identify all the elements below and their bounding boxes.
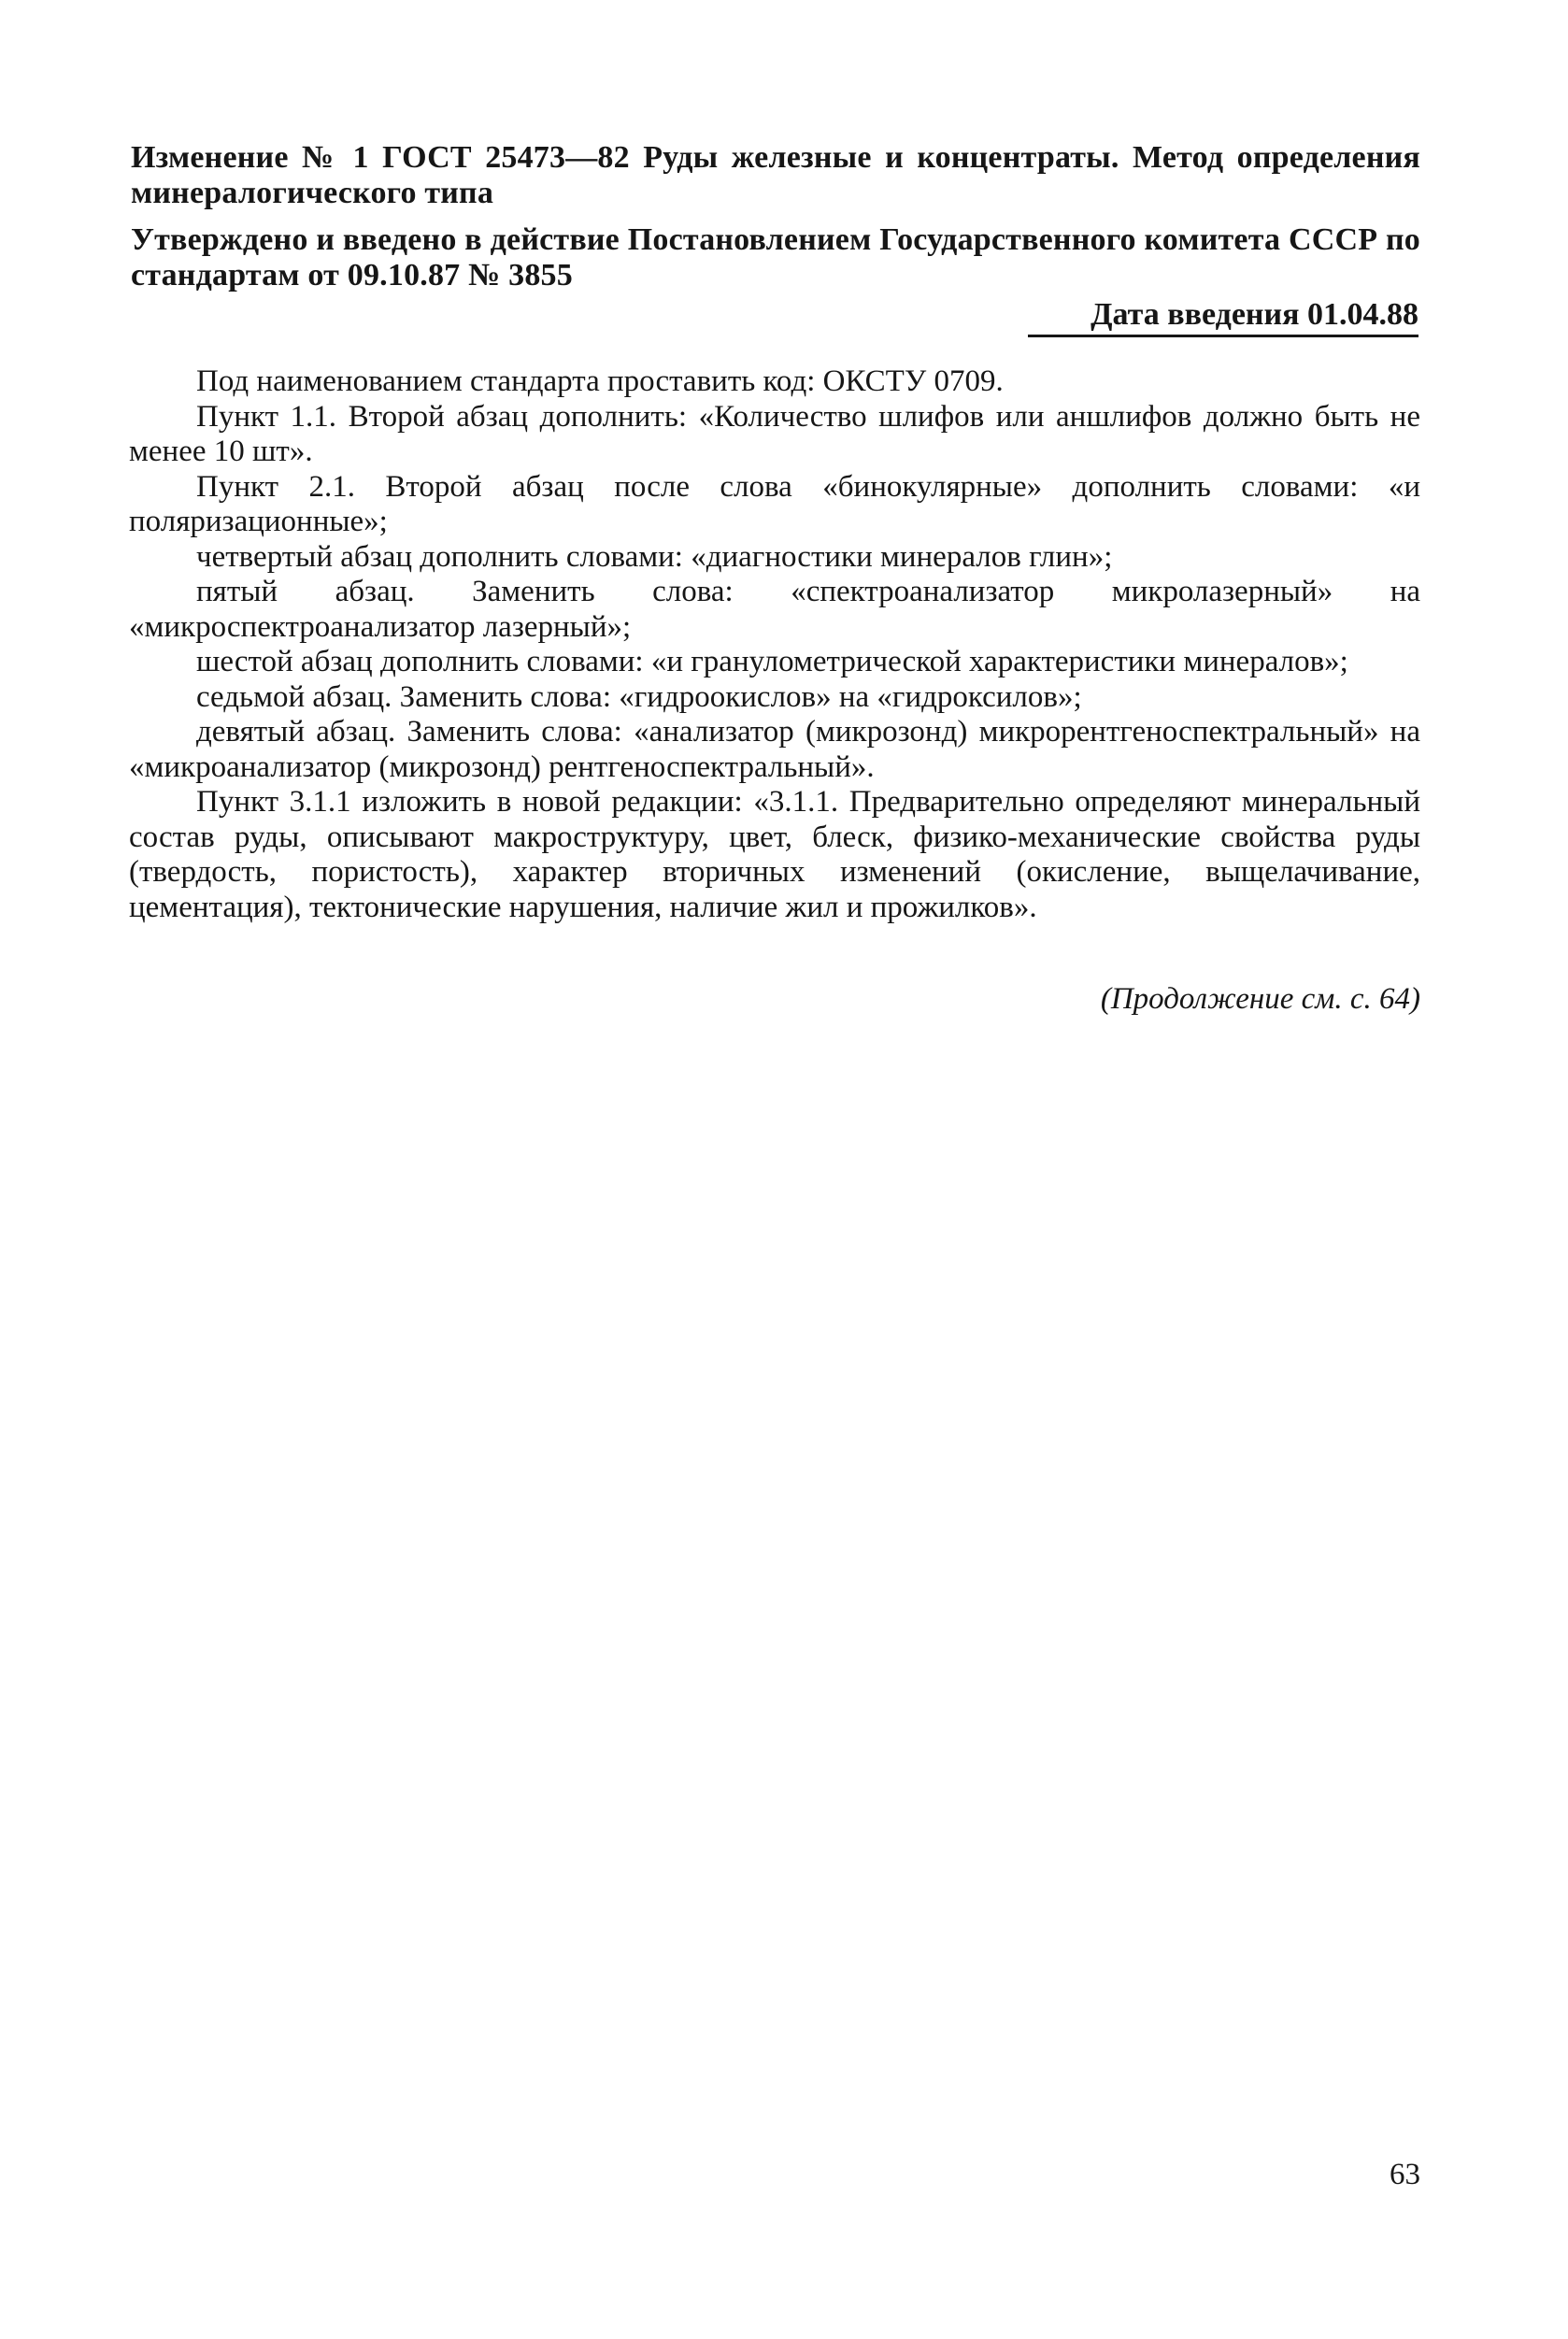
paragraph-oksty-code: Под наименованием стандарта проставить код: ОКСТУ 0709. <box>196 364 1004 398</box>
continuation-note: (Продолжение см. с. 64) <box>1100 982 1420 1016</box>
paragraph-seventh-abzac: седьмой абзац. Заменить слова: «гидроокислов» на «гидроксилов»; <box>196 679 1082 714</box>
effective-date: Дата введения 01.04.88 <box>1028 297 1418 337</box>
paragraph-ninth-abzac: девятый абзац. Заменить слова: «анализатор (микрозонд) микрорентгеноспектральный» на «микроанализатор (микрозонд) рентгеноспектральный». <box>129 715 1420 784</box>
paragraph-item-3-1-1: Пункт 3.1.1 изложить в новой редакции: «3.1.1. Предварительно определяют минеральный состав руды, описывают макроструктуру, цвет, блеск, физико-механические свойства руды (твердость, пористость), характер вторичных изменений (окисление, выщелачивание, цементация), тектонические нарушения, наличие жил и прожилков». <box>129 785 1420 924</box>
amendment-title: Изменение № 1 ГОСТ 25473—82 Руды железные и концентраты. Метод определения минералогического типа <box>131 140 1420 210</box>
paragraph-item-1-1: Пункт 1.1. Второй абзац дополнить: «Количество шлифов или аншлифов должно быть не менее 10 шт». <box>129 399 1420 468</box>
paragraph-fifth-abzac: пятый абзац. Заменить слова: «спектроанализатор микролазерный» на «микроспектроанализатор лазерный»; <box>129 575 1420 644</box>
paragraph-sixth-abzac: шестой абзац дополнить словами: «и гранулометрической характеристики минералов»; <box>196 645 1348 678</box>
paragraph-fourth-abzac: четвертый абзац дополнить словами: «диагностики минералов глин»; <box>196 539 1113 574</box>
paragraph-item-2-1: Пункт 2.1. Второй абзац после слова «бинокулярные» дополнить словами: «и поляризационные»; <box>129 469 1420 538</box>
amendment-body <box>129 364 1420 925</box>
approval-statement: Утверждено и введено в действие Постановлением Государственного комитета СССР по стандартам от 09.10.87 № 3855 <box>131 222 1420 292</box>
page-number: 63 <box>1390 2158 1420 2191</box>
